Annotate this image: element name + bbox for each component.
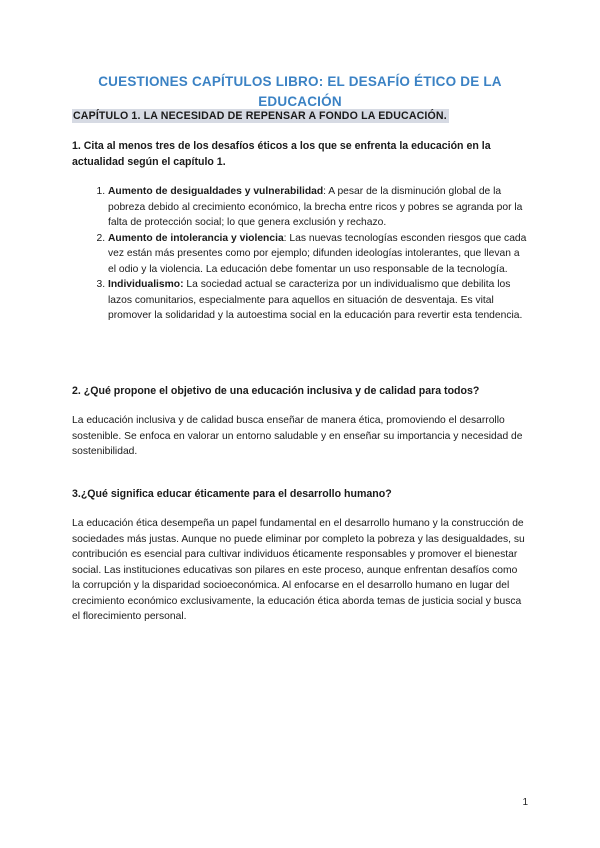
- chapter-heading: CAPÍTULO 1. LA NECESIDAD DE REPENSAR A FONDO LA EDUCACIÓN.: [73, 110, 447, 122]
- page-number: 1: [522, 797, 528, 808]
- document-title: CUESTIONES CAPÍTULOS LIBRO: EL DESAFÍO ÉTICO DE LA EDUCACIÓN: [98, 74, 502, 109]
- answer-2: La educación inclusiva y de calidad busca enseñar de manera ética, promoviendo el desarrollo sostenible. Se enfoca en valorar un entorno saludable y en enseñar su importancia y necesidad de sostenibilidad.: [72, 415, 523, 457]
- list-item-term: Aumento de intolerancia y violencia: [108, 232, 284, 244]
- question-2: 2. ¿Qué propone el objetivo de una educación inclusiva y de calidad para todos?: [72, 385, 480, 397]
- question-1: 1. Cita al menos tres de los desafíos éticos a los que se enfrenta la educación en la actualidad según el capítulo 1.: [72, 140, 491, 168]
- list-item-text: : Las nuevas tecnologías esconden riesgos que cada vez están más presentes como por ejemplo; difunden ideologías intolerantes, que llevan a el odio y la violencia. La educación debe fomentar un uso responsable de la tecnología.: [108, 232, 527, 275]
- challenges-list: [72, 184, 528, 324]
- list-item-text: : A pesar de la disminución global de la pobreza debido al crecimiento económico, la brecha entre ricos y pobres se agranda por la falta de protección social; lo que genera exclusión y rechazo.: [108, 186, 523, 228]
- list-item-term: Aumento de desigualdades y vulnerabilidad: [108, 186, 324, 197]
- list-item-text: La sociedad actual se caracteriza por un individualismo que debilita los lazos comunitarios, especialmente para aquellos en situación de desventaja. Es vital promover la solidaridad y la autoestima social en la educación para revertir esta tendencia.: [108, 279, 523, 321]
- answer-3: La educación ética desempeña un papel fundamental en el desarrollo humano y la construcción de sociedades más justas. Aunque no puede eliminar por completo la pobreza y las desigualdades, su contribución es esencial para cultivar individuos éticamente responsables y promover el bienestar social. Las instituciones educativas son pilares en este proceso, aunque enfrentan desafíos como la corrupción y la disparidad socioeconómica. Al enfocarse en el desarrollo humano en lugar del crecimiento económico exclusivamente, la educación ética aborda temas de justicia social y busca el florecimiento personal.: [72, 518, 525, 622]
- list-item: [108, 277, 528, 324]
- list-item: [108, 231, 528, 278]
- question-3: 3.¿Qué significa educar éticamente para el desarrollo humano?: [72, 488, 392, 500]
- list-item-term: Individualismo:: [108, 279, 184, 290]
- list-item: [108, 184, 528, 231]
